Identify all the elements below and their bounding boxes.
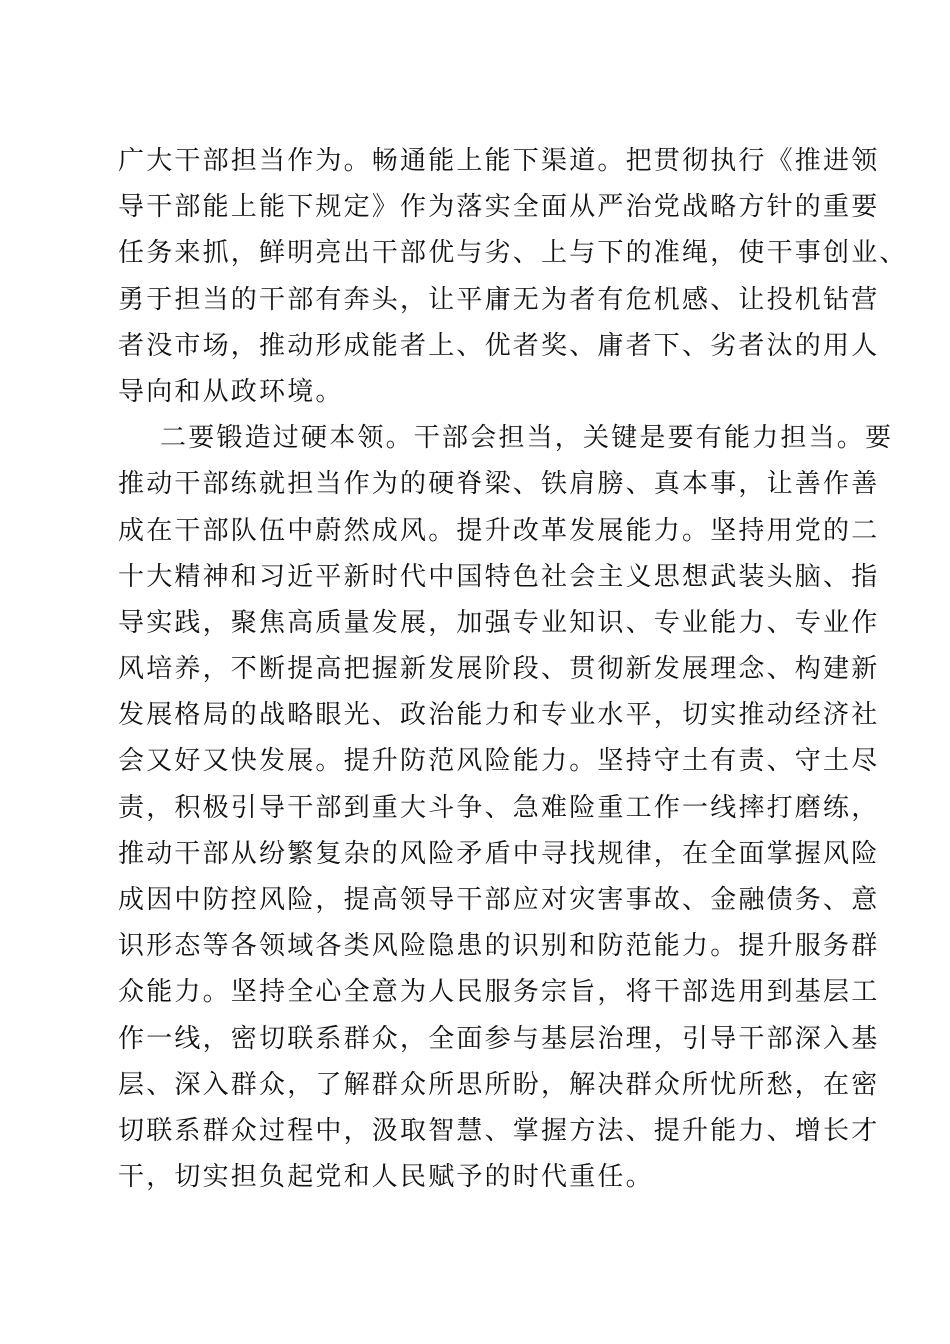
text-line: 干，切实担负起党和人民赋予的时代重任。 (118, 1162, 654, 1193)
text-line: 风培养，不断提高把握新发展阶段、贯彻新发展理念、构建新 (118, 654, 880, 685)
text-line: 导向和从政环境。 (118, 376, 344, 407)
text-line: 成在干部队伍中蔚然成风。提升改革发展能力。坚持用党的二 (118, 515, 880, 546)
text-line: 发展格局的战略眼光、政治能力和专业水平，切实推动经济社 (118, 700, 880, 731)
text-line: 广大干部担当作为。畅通能上能下渠道。把贯彻执行《推进领 (118, 146, 880, 176)
text-line: 众能力。坚持全心全意为人民服务宗旨，将干部选用到基层工 (118, 977, 880, 1008)
text-line: 导干部能上能下规定》作为落实全面从严治党战略方针的重要 (118, 192, 880, 223)
text-line: 推动干部从纷繁复杂的风险矛盾中寻找规律，在全面掌握风险 (118, 838, 880, 869)
text-line: 导实践，聚焦高质量发展，加强专业知识、专业能力、专业作 (118, 607, 880, 638)
text-line: 推动干部练就担当作为的硬脊梁、铁肩膀、真本事，让善作善 (118, 469, 880, 500)
text-line: 成因中防控风险，提高领导干部应对灾害事故、金融债务、意 (118, 885, 880, 915)
text-line: 任务来抓，鲜明亮出干部优与劣、上与下的准绳，使干事创业、 (118, 238, 908, 269)
text-line: 层、深入群众，了解群众所思所盼，解决群众所忧所愁，在密 (118, 1069, 880, 1100)
text-line: 识形态等各领域各类风险隐患的识别和防范能力。提升服务群 (118, 931, 880, 962)
text-line: 十大精神和习近平新时代中国特色社会主义思想武装头脑、指 (118, 561, 880, 592)
text-line: 者没市场，推动形成能者上、优者奖、庸者下、劣者汰的用人 (118, 330, 880, 361)
document-body (118, 138, 908, 1200)
text-line: 切联系群众过程中，汲取智慧、掌握方法、提升能力、增长才 (118, 1115, 880, 1146)
text-line: 会又好又快发展。提升防范风险能力。坚持守土有责、守土尽 (118, 746, 880, 777)
text-line: 责，积极引导干部到重大斗争、急难险重工作一线摔打磨练， (118, 792, 880, 823)
paragraph-start-line: 二要锻造过硬本领。干部会担当，关键是要有能力担当。要 (160, 423, 894, 454)
text-line: 勇于担当的干部有奔头，让平庸无为者有危机感、让投机钻营 (118, 284, 880, 315)
text-line: 作一线，密切联系群众，全面参与基层治理，引导干部深入基 (118, 1023, 880, 1054)
